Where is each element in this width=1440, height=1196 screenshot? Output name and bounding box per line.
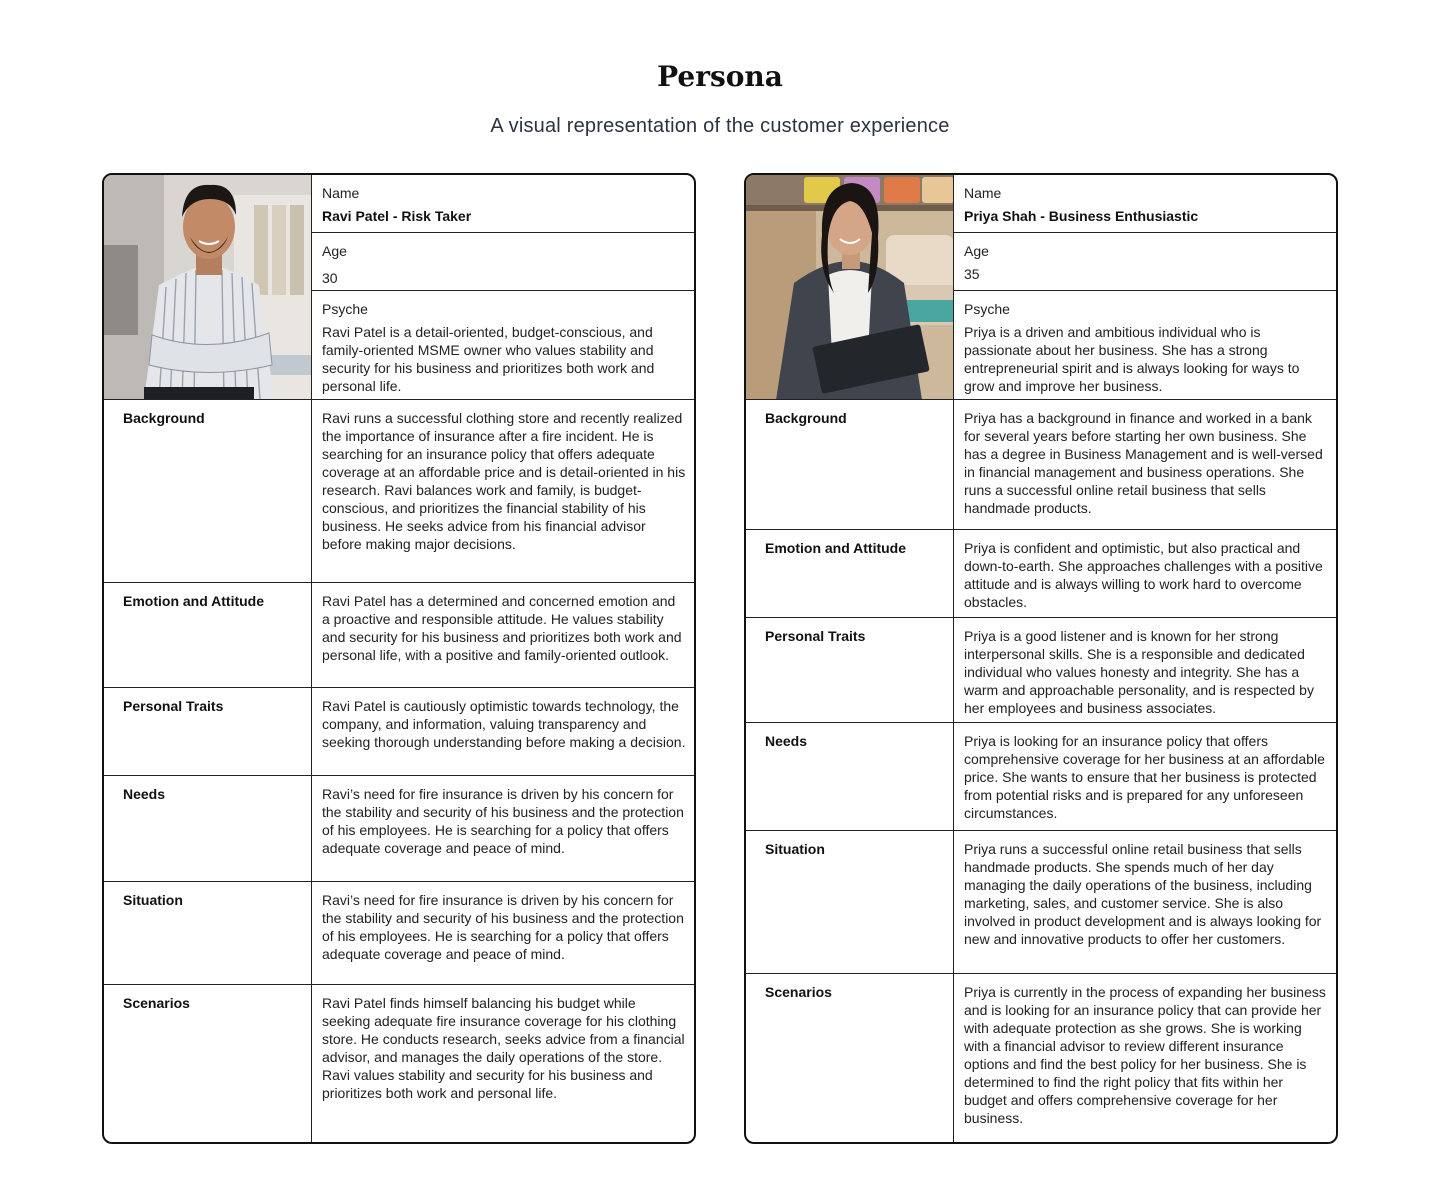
row-label: Situation: [104, 882, 312, 984]
persona-header: [104, 175, 694, 400]
row-label: Personal Traits: [746, 618, 954, 722]
row-label: Situation: [746, 831, 954, 973]
row-text: Ravi Patel is cautiously optimistic towards technology, the company, and information, valuing transparency and seeking thorough understanding before making a decision.: [322, 698, 686, 750]
row-emotion-and-attitude: [746, 530, 1336, 618]
psyche-label: Psyche: [964, 301, 1010, 317]
row-label: Scenarios: [746, 974, 954, 1143]
row-text: Priya is currently in the process of expanding her business and is looking for an insurance policy that can provide her with adequate protection as she grows. She is working with a financial advisor to review different insurance options and find the best policy for her business. She is determined to find the right policy that fits within her budget and offers comprehensive coverage for her business.: [964, 984, 1326, 1126]
row-needs: [746, 723, 1336, 831]
row-text: Ravi’s need for fire insurance is driven by his concern for the stability and security of his business and the protection of his employees. He is searching for a policy that offers adequate coverage and peace of mind.: [322, 892, 684, 962]
row-text: Ravi runs a successful clothing store and recently realized the importance of insurance after a fire incident. He is searching for an insurance policy that offers adequate coverage at an affordable price and is detail-oriented in his research. Ravi balances work and family, is budget-conscious, and prioritizes the financial stability of his business. He seeks advice from his financial advisor before making major decisions.: [322, 410, 686, 552]
psyche-label: Psyche: [322, 301, 368, 317]
row-label: Needs: [746, 723, 954, 830]
row-emotion-and-attitude: [104, 583, 694, 688]
psyche-cell: [954, 291, 1336, 399]
row-label: Emotion and Attitude: [746, 530, 954, 617]
row-scenarios: [104, 985, 694, 1143]
row-text: Ravi’s need for fire insurance is driven by his concern for the stability and security of his business and the protection of his employees. He is searching for a policy that offers adequate coverage and peace of mind.: [322, 786, 684, 856]
row-text: Priya runs a successful online retail business that sells handmade products. She spends much of her day managing the daily operations of the business, including marketing, sales, and customer service. She is also involved in product development and is always looking for new and innovative products to offer her customers.: [964, 841, 1322, 947]
row-label: Needs: [104, 776, 312, 881]
psyche-cell: [312, 291, 694, 399]
age-value: 35: [964, 266, 980, 282]
row-background: [104, 400, 694, 583]
row-personal-traits: [104, 688, 694, 776]
persona-photo: [746, 175, 954, 399]
persona-card-ravi: [102, 173, 696, 1144]
persona-card-priya: [744, 173, 1338, 1144]
row-text: Priya has a background in finance and worked in a bank for several years before starting her own business. She has a degree in Business Management and is well-versed in financial management and business operations. She runs a successful online retail business that sells handmade products.: [964, 410, 1323, 516]
name-cell: [954, 175, 1336, 233]
name-label: Name: [322, 185, 360, 201]
age-label: Age: [964, 243, 989, 259]
row-label: Background: [104, 400, 312, 582]
persona-photo: [104, 175, 312, 399]
age-label: Age: [322, 243, 347, 259]
row-text: Priya is a good listener and is known for her strong interpersonal skills. She is a responsible and dedicated individual who values honesty and integrity. She has a warm and approachable personality, and is respected by her employees and business associates.: [964, 628, 1314, 716]
name-cell: [312, 175, 694, 233]
age-cell: [954, 233, 1336, 291]
row-situation: [746, 831, 1336, 974]
persona-header: [746, 175, 1336, 400]
row-situation: [104, 882, 694, 985]
row-label: Background: [746, 400, 954, 529]
psyche-text: Ravi Patel is a detail-oriented, budget-conscious, and family-oriented MSME owner who values stability and security for his business and prioritizes both work and personal life.: [322, 324, 655, 394]
row-personal-traits: [746, 618, 1336, 723]
row-scenarios: [746, 974, 1336, 1143]
page-title: Persona: [657, 60, 783, 93]
persona-name: Ravi Patel - Risk Taker: [322, 208, 472, 224]
page-subtitle: A visual representation of the customer experience: [490, 115, 950, 137]
row-label: Personal Traits: [104, 688, 312, 775]
row-text: Priya is looking for an insurance policy that offers comprehensive coverage for her business at an affordable price. She wants to ensure that her business is protected from potential risks and is prepared for any unforeseen circumstances.: [964, 733, 1325, 821]
psyche-text: Priya is a driven and ambitious individual who is passionate about her business. She has a strong entrepreneurial spirit and is always looking for ways to grow and improve her business.: [964, 324, 1300, 394]
row-background: [746, 400, 1336, 530]
row-label: Emotion and Attitude: [104, 583, 312, 687]
row-text: Ravi Patel has a determined and concerned emotion and a proactive and responsible attitude. He values stability and security for his business and prioritizes both work and personal life, with a positive and family-oriented outlook.: [322, 593, 682, 663]
age-cell: [312, 233, 694, 291]
row-text: Ravi Patel finds himself balancing his budget while seeking adequate fire insurance coverage for his clothing store. He conducts research, seeks advice from a financial advisor, and manages the daily operations of the store. Ravi values stability and security for his business and prioritizes both work and personal life.: [322, 995, 685, 1101]
row-label: Scenarios: [104, 985, 312, 1143]
name-label: Name: [964, 185, 1002, 201]
row-needs: [104, 776, 694, 882]
row-text: Priya is confident and optimistic, but also practical and down-to-earth. She approaches challenges with a positive attitude and is always willing to work hard to overcome obstacles.: [964, 540, 1323, 610]
persona-name: Priya Shah - Business Enthusiastic: [964, 208, 1199, 224]
age-value: 30: [322, 270, 338, 286]
